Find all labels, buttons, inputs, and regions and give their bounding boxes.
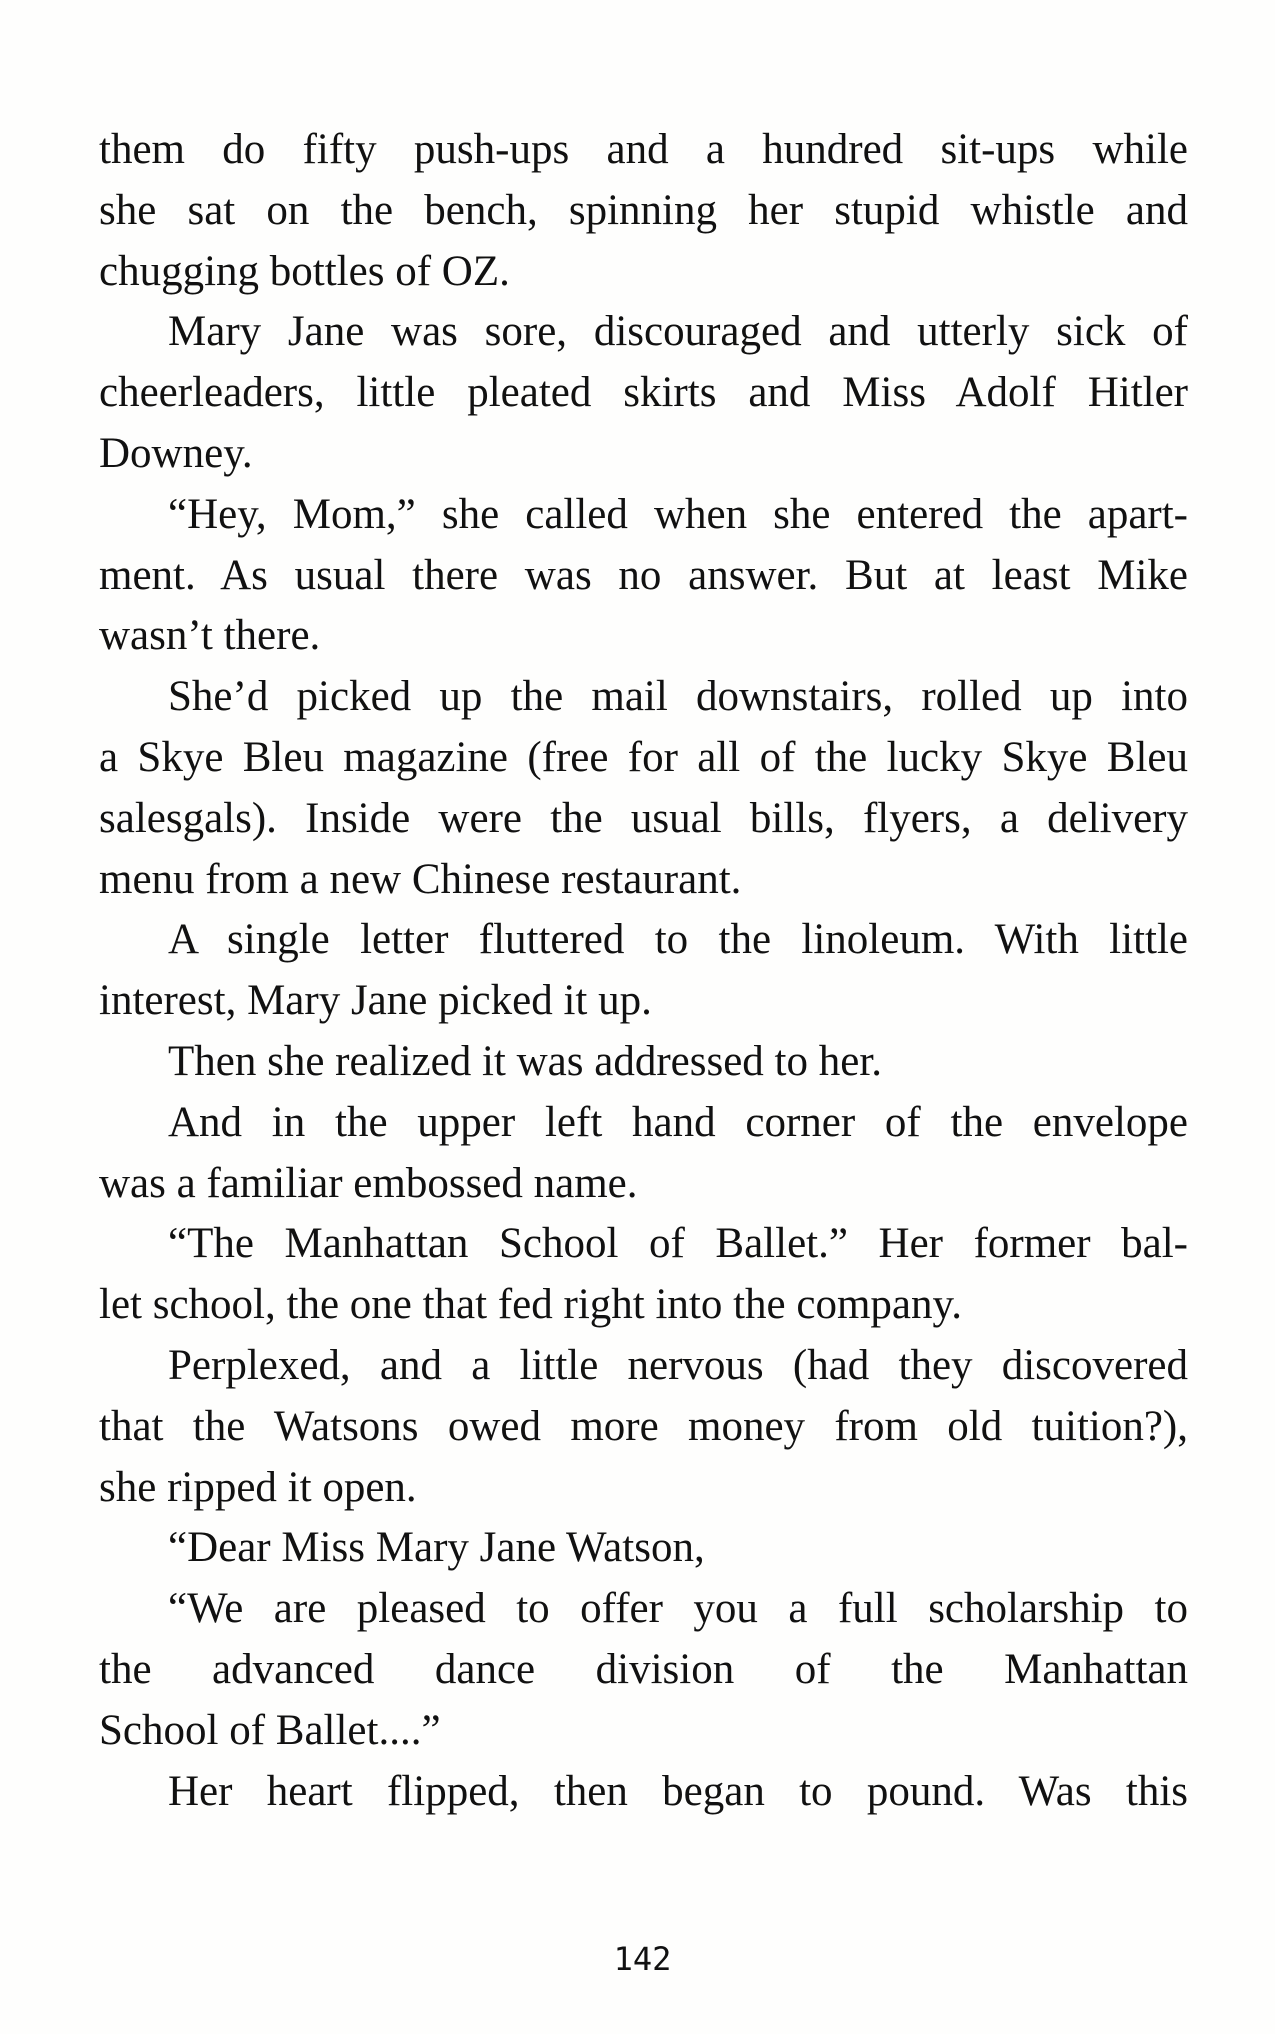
body-text <box>99 120 1188 1822</box>
text-line: School of Ballet....” <box>99 1706 441 1754</box>
text-line: “We are pleased to offer you a full scholarship to <box>168 1585 1188 1633</box>
text-line: that the Watsons owed more money from old tuition?), <box>99 1402 1188 1450</box>
text-line: “The Manhattan School of Ballet.” Her former bal- <box>168 1220 1188 1268</box>
text-line: A single letter fluttered to the linoleum. With little <box>168 916 1188 964</box>
text-line: let school, the one that fed right into the company. <box>99 1281 962 1329</box>
text-line: interest, Mary Jane picked it up. <box>99 977 652 1025</box>
text-line: chugging bottles of OZ. <box>99 247 510 295</box>
text-line: she ripped it open. <box>99 1463 417 1511</box>
text-line: “Dear Miss Mary Jane Watson, <box>168 1524 705 1572</box>
text-line: Mary Jane was sore, discouraged and utterly sick of <box>168 308 1188 356</box>
text-line: she sat on the bench, spinning her stupid whistle and <box>99 186 1188 234</box>
text-line: She’d picked up the mail downstairs, rolled up into <box>168 673 1188 721</box>
text-line: Perplexed, and a little nervous (had they discovered <box>168 1341 1188 1389</box>
text-line: Then she realized it was addressed to her. <box>168 1037 883 1085</box>
text-line: ment. As usual there was no answer. But at least Mike <box>99 551 1188 599</box>
text-line: salesgals). Inside were the usual bills, flyers, a delivery <box>99 794 1188 842</box>
text-line: Downey. <box>99 429 253 477</box>
text-line: a Skye Bleu magazine (free for all of the lucky Skye Bleu <box>99 733 1188 781</box>
page-number: 142 <box>613 1940 672 1978</box>
text-line: was a familiar embossed name. <box>99 1159 638 1207</box>
text-line: “Hey, Mom,” she called when she entered the apart- <box>168 490 1188 538</box>
text-line: Her heart flipped, then began to pound. Was this <box>168 1767 1188 1815</box>
text-line: the advanced dance division of the Manhattan <box>99 1645 1188 1693</box>
text-line: wasn’t there. <box>99 612 321 660</box>
text-line: cheerleaders, little pleated skirts and Miss Adolf Hitler <box>99 369 1188 417</box>
text-line: And in the upper left hand corner of the envelope <box>168 1098 1188 1146</box>
text-line: them do fifty push-ups and a hundred sit-ups while <box>99 126 1188 173</box>
text-line: menu from a new Chinese restaurant. <box>99 855 742 903</box>
